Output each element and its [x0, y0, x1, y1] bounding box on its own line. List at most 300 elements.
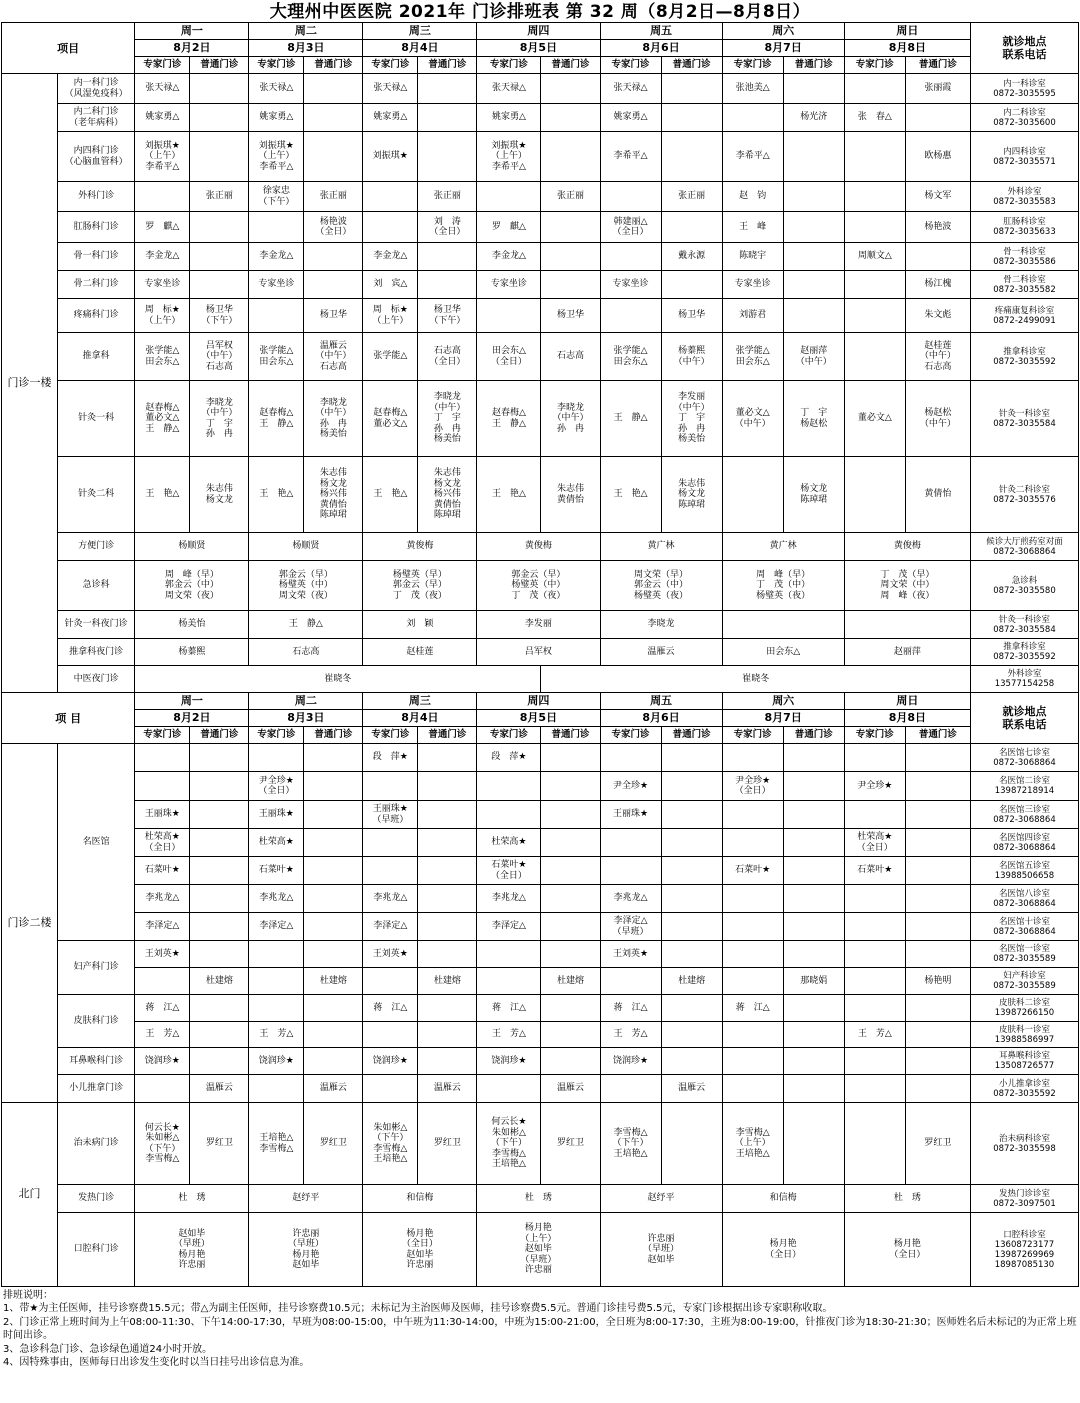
schedule-cell: [304, 1022, 363, 1048]
schedule-cell: [783, 1022, 844, 1048]
schedule-cell: [600, 1075, 661, 1103]
schedule-cell: 王 芳△: [477, 1022, 541, 1048]
schedule-cell: [418, 271, 477, 299]
schedule-cell: [783, 857, 844, 885]
schedule-cell: 赵春梅△ 董必文△: [363, 381, 418, 457]
schedule-cell: 郭金云（早） 杨璧英（中） 丁 茂（夜）: [477, 561, 600, 611]
date-header: 8月2日: [135, 710, 249, 727]
schedule-cell: [190, 801, 249, 829]
schedule-cell: 赵纾平: [600, 1185, 722, 1213]
schedule-cell: 王 静△: [249, 611, 363, 639]
schedule-cell: 朱志伟 杨文龙 杨兴伟 黄倩怡 陈琸珺: [418, 457, 477, 533]
schedule-cell: 许忠丽 （早班） 赵如毕: [600, 1213, 722, 1287]
department-name: 外科门诊: [57, 182, 134, 212]
schedule-cell: [905, 829, 970, 857]
schedule-cell: 黄广林: [600, 533, 722, 561]
schedule-cell: 李雪梅△ （下午） 王培艳△: [600, 1103, 661, 1185]
floor-label: 北门: [2, 1103, 58, 1287]
schedule-cell: [249, 744, 304, 772]
weekday-header: 周三: [363, 23, 477, 40]
schedule-cell: 王丽珠★ （早班）: [363, 801, 418, 829]
schedule-cell: [783, 941, 844, 968]
schedule-cell: 张池美△: [722, 74, 783, 104]
schedule-cell: [363, 1022, 418, 1048]
schedule-cell: [418, 941, 477, 968]
location-phone: 妇产科诊室 0872-3035589: [970, 968, 1078, 995]
schedule-cell: 黄俊梅: [844, 533, 970, 561]
schedule-cell: [304, 913, 363, 941]
schedule-cell: [783, 299, 844, 333]
schedule-cell: [905, 995, 970, 1022]
schedule-cell: [249, 941, 304, 968]
schedule-cell: 崔晓冬: [135, 666, 541, 693]
schedule-cell: [783, 885, 844, 913]
floor-label: 门诊一楼: [2, 74, 58, 693]
schedule-cell: 李兆龙△: [477, 885, 541, 913]
department-name: 疼痛科门诊: [57, 299, 134, 333]
general-clinic-header: 普通门诊: [661, 57, 722, 74]
location-header: 就诊地点 联系电话: [970, 23, 1078, 74]
schedule-cell: 张天禄△: [249, 74, 304, 104]
schedule-cell: [783, 913, 844, 941]
expert-clinic-header: 专家门诊: [135, 727, 190, 744]
schedule-cell: 田会东△ （全日）: [477, 333, 541, 381]
schedule-cell: 张天禄△: [477, 74, 541, 104]
schedule-cell: 饶润珍★: [249, 1048, 304, 1075]
schedule-cell: [600, 744, 661, 772]
schedule-cell: 杨文军: [905, 182, 970, 212]
table-row: [2, 1213, 1079, 1287]
date-header: 8月4日: [363, 40, 477, 57]
schedule-cell: 石菜叶★: [249, 857, 304, 885]
schedule-cell: [304, 744, 363, 772]
schedule-cell: 李雪梅△ （上午） 王培艳△: [722, 1103, 783, 1185]
schedule-cell: 赵春梅△ 王 静△: [249, 381, 304, 457]
department-name: 口腔科门诊: [57, 1213, 134, 1287]
schedule-cell: [418, 744, 477, 772]
location-phone: 皮肤科一诊室 13988586997: [970, 1022, 1078, 1048]
schedule-cell: 崔晓冬: [541, 666, 970, 693]
schedule-cell: 赵春梅△ 王 静△: [477, 381, 541, 457]
schedule-cell: 刘振琪★ （上午） 李希平△: [135, 132, 190, 182]
expert-clinic-header: 专家门诊: [722, 727, 783, 744]
schedule-cell: 李兆龙△: [363, 885, 418, 913]
schedule-cell: 刘 颖: [363, 611, 477, 639]
schedule-notes: 排班说明： 1、带★为主任医师，挂号诊察费15.5元；带△为副主任医师，挂号诊察费10.5元；未标记为主治医师及医师，挂号诊察费5.5元。普通门诊挂号费5.5元，专家门诊根据出诊专家职称收取。 2、门诊正常上班时间为上午08:00-11:30、下午14:00-17:30，早班为08:00-15:00，中午班为11:30-14:00，中班为15:00-21:00，全日班为8:00-17:30，主班为8:00-19:00，针推夜门诊为18:30-21:30；医师姓名后未标记的为正常上班时间出诊。 3、急诊科急门诊、急诊绿色通道24小时开放。 4、因特殊事由，医师每日出诊发生变化时以当日挂号出诊信息为准。: [3, 1290, 1077, 1369]
schedule-cell: [304, 1048, 363, 1075]
location-phone: 名医馆八诊室 0872-3068864: [970, 885, 1078, 913]
location-phone: 推拿科诊室 0872-3035592: [970, 639, 1078, 666]
schedule-cell: [190, 74, 249, 104]
location-phone: 发热门诊诊室 0872-3097501: [970, 1185, 1078, 1213]
schedule-cell: [304, 772, 363, 801]
schedule-cell: 刘 宾△: [363, 271, 418, 299]
schedule-cell: 蒋 江△: [135, 995, 190, 1022]
location-phone: 骨二科诊室 0872-3035582: [970, 271, 1078, 299]
schedule-cell: [190, 132, 249, 182]
schedule-cell: 饶润珍★: [363, 1048, 418, 1075]
schedule-cell: 杨美怡: [135, 611, 249, 639]
schedule-cell: 丁 茂（早） 周文荣（中） 周 峰（夜）: [844, 561, 970, 611]
weekday-header: 周一: [135, 23, 249, 40]
table-row: [2, 132, 1079, 182]
schedule-cell: [905, 243, 970, 271]
schedule-cell: [304, 271, 363, 299]
schedule-cell: 赵如毕 （早班） 杨月艳 许忠丽: [135, 1213, 249, 1287]
schedule-cell: [905, 857, 970, 885]
schedule-cell: 杨艳明: [905, 968, 970, 995]
schedule-cell: [783, 243, 844, 271]
schedule-cell: 戴永源: [661, 243, 722, 271]
schedule-cell: [722, 801, 783, 829]
schedule-cell: 石菜叶★: [135, 857, 190, 885]
schedule-cell: 姚家勇△: [249, 104, 304, 132]
schedule-cell: [249, 299, 304, 333]
schedule-cell: 周 标★ （上午）: [135, 299, 190, 333]
schedule-cell: 吕军权: [477, 639, 600, 666]
schedule-cell: 罗红卫: [190, 1103, 249, 1185]
table-row: [2, 57, 1079, 74]
schedule-cell: 张天禄△: [135, 74, 190, 104]
schedule-cell: [418, 857, 477, 885]
schedule-cell: [844, 182, 905, 212]
general-clinic-header: 普通门诊: [190, 57, 249, 74]
table-row: [2, 744, 1079, 772]
schedule-cell: 杜建熔: [418, 968, 477, 995]
department-name: 皮肤科门诊: [57, 995, 134, 1048]
schedule-cell: [905, 744, 970, 772]
schedule-cell: 温雁云: [661, 1075, 722, 1103]
schedule-cell: [541, 74, 600, 104]
schedule-cell: 张正丽: [541, 182, 600, 212]
schedule-cell: 王 艳△: [477, 457, 541, 533]
schedule-cell: 刘振琪★: [363, 132, 418, 182]
date-header: 8月7日: [722, 710, 844, 727]
schedule-cell: 罗 麒△: [477, 212, 541, 243]
expert-clinic-header: 专家门诊: [722, 57, 783, 74]
schedule-cell: 周 峰（早） 丁 茂（中） 杨璧英（夜）: [722, 561, 844, 611]
schedule-cell: [783, 801, 844, 829]
table-row: [2, 801, 1079, 829]
schedule-cell: [783, 744, 844, 772]
schedule-cell: [541, 744, 600, 772]
page-title: 大理州中医医院 2021年 门诊排班表 第 32 周（8月2日—8月8日）: [269, 2, 811, 22]
table-row: [2, 1103, 1079, 1185]
date-header: 8月6日: [600, 710, 722, 727]
schedule-cell: [722, 829, 783, 857]
schedule-cell: 王刘英★: [135, 941, 190, 968]
schedule-cell: 杨卫华: [661, 299, 722, 333]
weekday-header: 周一: [135, 693, 249, 710]
general-clinic-header: 普通门诊: [304, 727, 363, 744]
schedule-cell: 赵桂莲 （中午） 石志高: [905, 333, 970, 381]
schedule-cell: 周顺文△: [844, 243, 905, 271]
schedule-cell: [541, 1022, 600, 1048]
expert-clinic-header: 专家门诊: [477, 57, 541, 74]
schedule-cell: 姚家勇△: [135, 104, 190, 132]
schedule-cell: 李泽定△: [135, 913, 190, 941]
schedule-cell: 王培艳△ 李雪梅△: [249, 1103, 304, 1185]
department-name: 骨二科门诊: [57, 271, 134, 299]
general-clinic-header: 普通门诊: [541, 57, 600, 74]
schedule-cell: 吕军权 （中午） 石志高: [190, 333, 249, 381]
schedule-cell: [304, 857, 363, 885]
schedule-cell: [190, 857, 249, 885]
date-header: 8月3日: [249, 40, 363, 57]
general-clinic-header: 普通门诊: [190, 727, 249, 744]
schedule-cell: 温雁云 （中午） 石志高: [304, 333, 363, 381]
schedule-cell: [661, 857, 722, 885]
table-row: [2, 457, 1079, 533]
schedule-cell: 专家坐诊: [477, 271, 541, 299]
weekday-header: 周五: [600, 693, 722, 710]
schedule-cell: [600, 299, 661, 333]
date-header: 8月4日: [363, 710, 477, 727]
schedule-cell: [722, 968, 783, 995]
schedule-cell: 杨月艳 （上午） 赵如毕 （早班） 许忠丽: [477, 1213, 600, 1287]
location-phone: 推拿科诊室 0872-3035592: [970, 333, 1078, 381]
schedule-cell: 李晓龙 （中午） 孙 冉 杨美怡: [304, 381, 363, 457]
weekday-header: 周六: [722, 23, 844, 40]
table-row: [2, 271, 1079, 299]
floor1-section: [2, 23, 1079, 693]
schedule-cell: 王 芳△: [249, 1022, 304, 1048]
schedule-cell: 张丽霞: [905, 74, 970, 104]
schedule-cell: [661, 913, 722, 941]
schedule-cell: [190, 885, 249, 913]
schedule-cell: 王 艳△: [363, 457, 418, 533]
schedule-cell: 杜 琇: [844, 1185, 970, 1213]
department-name: 推拿科夜门诊: [57, 639, 134, 666]
schedule-cell: 杨月艳 （全日）: [722, 1213, 844, 1287]
schedule-cell: [304, 941, 363, 968]
table-row: [2, 968, 1079, 995]
schedule-cell: 蒋 江△: [722, 995, 783, 1022]
table-row: [2, 212, 1079, 243]
schedule-cell: 李泽定△: [249, 913, 304, 941]
schedule-cell: [249, 1075, 304, 1103]
table-row: [2, 561, 1079, 611]
department-name: 急诊科: [57, 561, 134, 611]
location-phone: 内四科诊室 0872-3035571: [970, 132, 1078, 182]
date-header: 8月5日: [477, 40, 600, 57]
schedule-cell: [249, 968, 304, 995]
schedule-cell: 李晓龙 （中午） 丁 宇 孙 冉: [190, 381, 249, 457]
schedule-cell: [844, 744, 905, 772]
general-clinic-header: 普通门诊: [304, 57, 363, 74]
schedule-cell: [135, 1075, 190, 1103]
schedule-cell: [661, 271, 722, 299]
schedule-cell: [844, 941, 905, 968]
schedule-cell: [418, 104, 477, 132]
table-row: [2, 381, 1079, 457]
expert-clinic-header: 专家门诊: [477, 727, 541, 744]
department-name: 妇产科门诊: [57, 941, 134, 995]
schedule-cell: 饶润珍★: [600, 1048, 661, 1075]
schedule-cell: [722, 744, 783, 772]
schedule-cell: [304, 801, 363, 829]
schedule-cell: [190, 1048, 249, 1075]
schedule-cell: [844, 212, 905, 243]
schedule-cell: 杨艳波 （全日）: [304, 212, 363, 243]
schedule-cell: 王 艳△: [600, 457, 661, 533]
schedule-cell: 李兆龙△: [600, 885, 661, 913]
table-row: [2, 693, 1079, 710]
schedule-cell: [844, 1075, 905, 1103]
table-row: [2, 40, 1079, 57]
location-phone: 疼痛康复科诊室 0872-2499091: [970, 299, 1078, 333]
schedule-cell: [722, 611, 844, 639]
schedule-cell: 王 峰: [722, 212, 783, 243]
schedule-cell: 温雁云: [418, 1075, 477, 1103]
expert-clinic-header: 专家门诊: [844, 57, 905, 74]
schedule-cell: 王 芳△: [600, 1022, 661, 1048]
schedule-cell: [844, 885, 905, 913]
schedule-cell: [418, 995, 477, 1022]
location-phone: 骨一科诊室 0872-3035586: [970, 243, 1078, 271]
schedule-cell: [600, 829, 661, 857]
schedule-cell: 韩建丽△ （全日）: [600, 212, 661, 243]
schedule-cell: [722, 104, 783, 132]
location-phone: 名医馆四诊室 0872-3068864: [970, 829, 1078, 857]
table-row: [2, 639, 1079, 666]
schedule-cell: 董必文△: [844, 381, 905, 457]
schedule-cell: 杨蓁熙: [135, 639, 249, 666]
schedule-cell: [844, 333, 905, 381]
weekday-header: 周六: [722, 693, 844, 710]
schedule-cell: 李晓龙: [600, 611, 722, 639]
schedule-cell: 杨光济: [783, 104, 844, 132]
schedule-cell: 杨璧英（早） 郭金云（早） 丁 茂（夜）: [363, 561, 477, 611]
schedule-cell: 杜建熔: [304, 968, 363, 995]
schedule-cell: 杜荣高★: [249, 829, 304, 857]
schedule-cell: 温雁云: [190, 1075, 249, 1103]
schedule-cell: 杨赵松 （中午）: [905, 381, 970, 457]
schedule-cell: [783, 995, 844, 1022]
department-name: 内四科门诊 （心脑血管科）: [57, 132, 134, 182]
department-name: 推拿科: [57, 333, 134, 381]
department-name: 名医馆: [57, 744, 134, 941]
schedule-cell: [190, 913, 249, 941]
location-phone: 针灸一科诊室 0872-3035584: [970, 611, 1078, 639]
schedule-cell: 董必文△ （中午）: [722, 381, 783, 457]
schedule-cell: [783, 74, 844, 104]
schedule-cell: 饶润珍★: [477, 1048, 541, 1075]
schedule-cell: 朱文彪: [905, 299, 970, 333]
schedule-cell: 周 峰（早） 郭金云（中） 周文荣（夜）: [135, 561, 249, 611]
schedule-cell: [190, 104, 249, 132]
schedule-cell: [304, 104, 363, 132]
schedule-cell: 赵春梅△ 董必文△ 王 静△: [135, 381, 190, 457]
schedule-cell: [783, 772, 844, 801]
schedule-cell: [363, 857, 418, 885]
schedule-cell: 罗红卫: [304, 1103, 363, 1185]
schedule-cell: 朱志伟 杨文龙 杨兴伟 黄倩怡 陈琸珺: [304, 457, 363, 533]
schedule-cell: 欧杨惠: [905, 132, 970, 182]
schedule-cell: [541, 885, 600, 913]
schedule-cell: 赵丽萍 （中午）: [783, 333, 844, 381]
schedule-cell: [363, 182, 418, 212]
date-header: 8月8日: [844, 40, 970, 57]
schedule-cell: 张正丽: [304, 182, 363, 212]
table-row: [2, 1185, 1079, 1213]
schedule-cell: 蒋 江△: [477, 995, 541, 1022]
table-row: [2, 182, 1079, 212]
weekday-header: 周二: [249, 23, 363, 40]
schedule-cell: [304, 829, 363, 857]
department-name: 内二科门诊 （老年病科）: [57, 104, 134, 132]
schedule-cell: [844, 995, 905, 1022]
schedule-cell: [249, 995, 304, 1022]
table-row: [2, 299, 1079, 333]
weekday-header: 周二: [249, 693, 363, 710]
schedule-cell: 田会东△: [722, 639, 844, 666]
schedule-cell: [541, 1048, 600, 1075]
table-row: [2, 74, 1079, 104]
schedule-cell: 张学能△ 田会东△: [600, 333, 661, 381]
schedule-cell: [418, 132, 477, 182]
schedule-cell: 许忠丽 （早班） 杨月艳 赵如毕: [249, 1213, 363, 1287]
location-phone: 名医馆二诊室 13987218914: [970, 772, 1078, 801]
table-row: [2, 104, 1079, 132]
schedule-cell: [190, 271, 249, 299]
schedule-cell: [661, 995, 722, 1022]
table-row: [2, 995, 1079, 1022]
schedule-cell: 刘 涛 （全日）: [418, 212, 477, 243]
table-row: [2, 1048, 1079, 1075]
table-row: [2, 772, 1079, 801]
schedule-cell: 赵桂莲: [363, 639, 477, 666]
schedule-cell: 姚家勇△: [363, 104, 418, 132]
schedule-cell: [844, 132, 905, 182]
schedule-cell: [541, 995, 600, 1022]
schedule-cell: [363, 968, 418, 995]
schedule-cell: 石志高 （全日）: [418, 333, 477, 381]
schedule-cell: 罗 麒△: [135, 212, 190, 243]
schedule-cell: 李发丽 （中午） 丁 宇 孙 冉 杨美怡: [661, 381, 722, 457]
schedule-cell: [783, 271, 844, 299]
schedule-cell: 尹全珍★ （全日）: [249, 772, 304, 801]
expert-clinic-header: 专家门诊: [363, 57, 418, 74]
schedule-cell: 杨月艳 （全日）: [844, 1213, 970, 1287]
location-phone: 外科诊室 13577154258: [970, 666, 1078, 693]
schedule-cell: [249, 212, 304, 243]
schedule-cell: [135, 772, 190, 801]
schedule-cell: 专家坐诊: [722, 271, 783, 299]
schedule-cell: 杨卫华 （下午）: [418, 299, 477, 333]
schedule-cell: [418, 772, 477, 801]
schedule-cell: 蒋 江△: [363, 995, 418, 1022]
schedule-cell: [477, 1075, 541, 1103]
location-phone: 皮肤科二诊室 13987266150: [970, 995, 1078, 1022]
table-row: [2, 885, 1079, 913]
schedule-cell: 专家坐诊: [249, 271, 304, 299]
schedule-cell: 朱志伟 黄倩怡: [541, 457, 600, 533]
location-phone: 名医馆一诊室 0872-3035589: [970, 941, 1078, 968]
schedule-cell: 周文荣（早） 郭金云（中） 杨璧英（夜）: [600, 561, 722, 611]
schedule-cell: 和信梅: [363, 1185, 477, 1213]
schedule-cell: [905, 1048, 970, 1075]
schedule-cell: 杨蓁熙 （中午）: [661, 333, 722, 381]
location-phone: 候诊大厅煎药室对面 0872-3068864: [970, 533, 1078, 561]
schedule-cell: [135, 182, 190, 212]
schedule-cell: [905, 941, 970, 968]
schedule-cell: 李发丽: [477, 611, 600, 639]
table-row: [2, 23, 1079, 40]
location-header: 就诊地点 联系电话: [970, 693, 1078, 744]
schedule-cell: [722, 941, 783, 968]
schedule-cell: 温雁云: [304, 1075, 363, 1103]
